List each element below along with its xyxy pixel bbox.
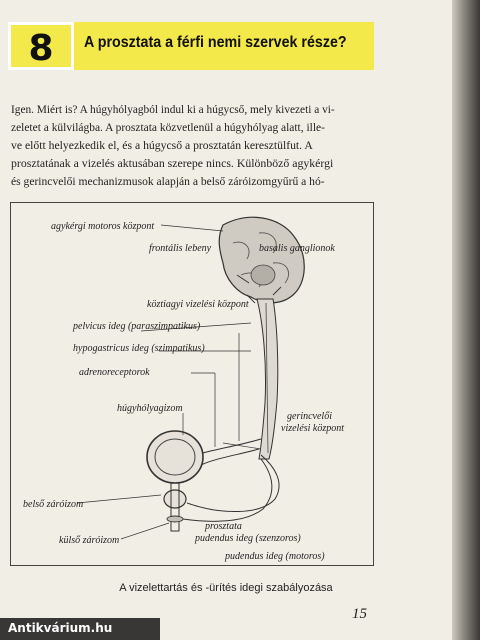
body-line: Igen. Miért is? A húgyhólyagból indul ki a húgycső, mely kivezeti a vi- [11,103,335,116]
label-basalis-ganglionok: basalis ganglionok [259,243,335,254]
label-vizelesi-kozpont: vizelési központ [281,423,345,434]
body-line: és gerincvelői mechanizmusok alapján a belső záróizomgyűrű a hó- [11,175,325,188]
body-line: zeletet a külvilágba. A prosztata közvetlenül a húgyhólyag alatt, ille- [11,121,325,134]
chapter-title: A prosztata a férfi nemi szervek része? [84,34,347,51]
watermark-text: Antikvárium.hu [8,621,113,635]
book-binding-shadow [452,0,480,640]
label-belso-zaroizom: belső záróizom [23,499,84,510]
label-prosztata: prosztata [205,521,242,532]
figure-caption: A vizelettartás és -ürítés idegi szabályozása [119,582,333,594]
chapter-number-box [8,22,74,70]
body-line: ve előtt helyezkedik el, és a húgycső a prosztatán keresztülfut. A [11,139,313,152]
label-agykergi-motoros-kozpont: agykérgi motoros központ [51,221,155,232]
label-pelvicus-ideg: pelvicus ideg (paraszimpatikus) [73,321,201,332]
label-hypogastricus-ideg: hypogastricus ideg (szimpatikus) [73,343,205,354]
page-number: 15 [352,606,367,622]
label-frontalis-lebeny: frontális lebeny [149,243,212,254]
label-koztiagyi-vizelesi-kozpont: köztiagyi vizelési központ [147,299,249,310]
neural-control-diagram [10,202,374,566]
chapter-number: 8 [28,28,54,69]
label-hugyholyagizom: húgyhólyagizom [117,403,183,414]
label-gerincveloi: gerincvelői [287,411,332,422]
label-adrenoreceptorok: adrenoreceptorok [79,367,150,378]
label-pudendus-szenzoros: pudendus ideg (szenzoros) [195,533,301,544]
label-kulso-zaroizom: külső záróizom [59,535,120,546]
label-pudendus-motoros: pudendus ideg (motoros) [225,551,325,562]
diagram-drawing [11,203,375,567]
body-line: prosztatának a vizelés aktusában szerepe nincs. Különböző agykérgi [11,157,334,170]
watermark [0,618,160,640]
